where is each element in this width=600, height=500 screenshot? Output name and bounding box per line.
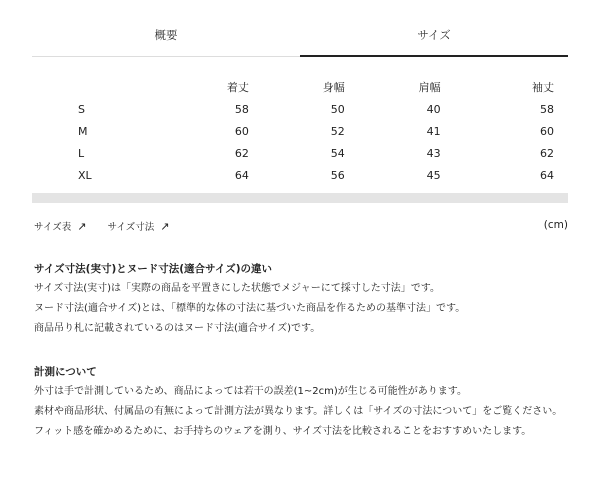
size-difference-section [34, 259, 570, 339]
table-cell: 64 [540, 168, 554, 182]
table-cell: 43 [426, 146, 441, 160]
size-chart-link-label: サイズ表 [34, 222, 72, 233]
table-cell: 60 [540, 124, 554, 138]
tab-size[interactable]: サイズ [417, 28, 451, 42]
column-header: 肩幅 [418, 81, 441, 94]
table-cell: 45 [426, 168, 441, 182]
table-corner [32, 76, 174, 98]
active-tab-indicator [300, 55, 568, 57]
table-cell: 56 [330, 168, 345, 182]
section-title: 計測について [34, 366, 97, 378]
table-cell: 58 [540, 102, 554, 116]
table-cell: 60 [234, 124, 249, 138]
arrow-up-right-icon: ↗ [160, 220, 170, 233]
table-cell: 50 [330, 102, 345, 116]
table-row [32, 164, 568, 186]
table-cell: 40 [426, 102, 441, 116]
size-label: M [78, 124, 88, 138]
table-row [32, 142, 568, 164]
tab-overview[interactable]: 概要 [154, 28, 178, 42]
table-cell: 64 [234, 168, 249, 182]
size-table [32, 76, 568, 186]
column-header: 身幅 [322, 81, 345, 94]
section-text: 商品吊り札に記載されているのはヌード寸法(適合サイズ)です。 [34, 323, 321, 334]
size-links [34, 219, 187, 233]
section-text: フィット感を確かめるために、お手持ちのウェアを測り、サイズ寸法を比較されることをおすすめいたします。 [34, 426, 532, 437]
column-header: 着丈 [226, 81, 249, 94]
size-measure-link[interactable] [108, 219, 170, 233]
section-text: ヌード寸法(適合サイズ)とは、「標準的な体の寸法に基づいた商品を作るための基準寸法」です。 [34, 303, 466, 314]
section-text: 外寸は手で計測しているため、商品によっては若干の誤差(1~2cm)が生じる可能性があります。 [34, 386, 467, 397]
horizontal-scrollbar[interactable] [32, 193, 568, 203]
size-label: XL [78, 168, 92, 182]
tab-bar [32, 20, 568, 58]
size-chart-link[interactable] [34, 219, 86, 233]
measurement-section [34, 362, 570, 442]
size-label: L [78, 146, 85, 160]
section-title: サイズ寸法(実寸)とヌード寸法(適合サイズ)の違い [34, 263, 273, 275]
table-cell: 58 [234, 102, 249, 116]
table-cell: 62 [540, 146, 554, 160]
size-label: S [78, 102, 85, 116]
table-cell: 52 [330, 124, 345, 138]
table-row [32, 98, 568, 120]
section-text: 素材や商品形状、付属品の有無によって計測方法が異なります。詳しくは「サイズの寸法について」をご覧ください。 [34, 406, 563, 417]
size-measure-link-label: サイズ寸法 [107, 222, 155, 233]
table-cell: 62 [234, 146, 249, 160]
table-cell: 54 [330, 146, 345, 160]
arrow-up-right-icon: ↗ [77, 220, 87, 233]
table-header-row [32, 76, 568, 98]
column-header: 袖丈 [532, 81, 554, 94]
table-row [32, 120, 568, 142]
section-text: サイズ寸法(実寸)は「実際の商品を平置きにした状態でメジャーにて採寸した寸法」です。 [34, 283, 441, 294]
unit-label: (cm) [543, 219, 568, 231]
table-cell: 41 [426, 124, 441, 138]
